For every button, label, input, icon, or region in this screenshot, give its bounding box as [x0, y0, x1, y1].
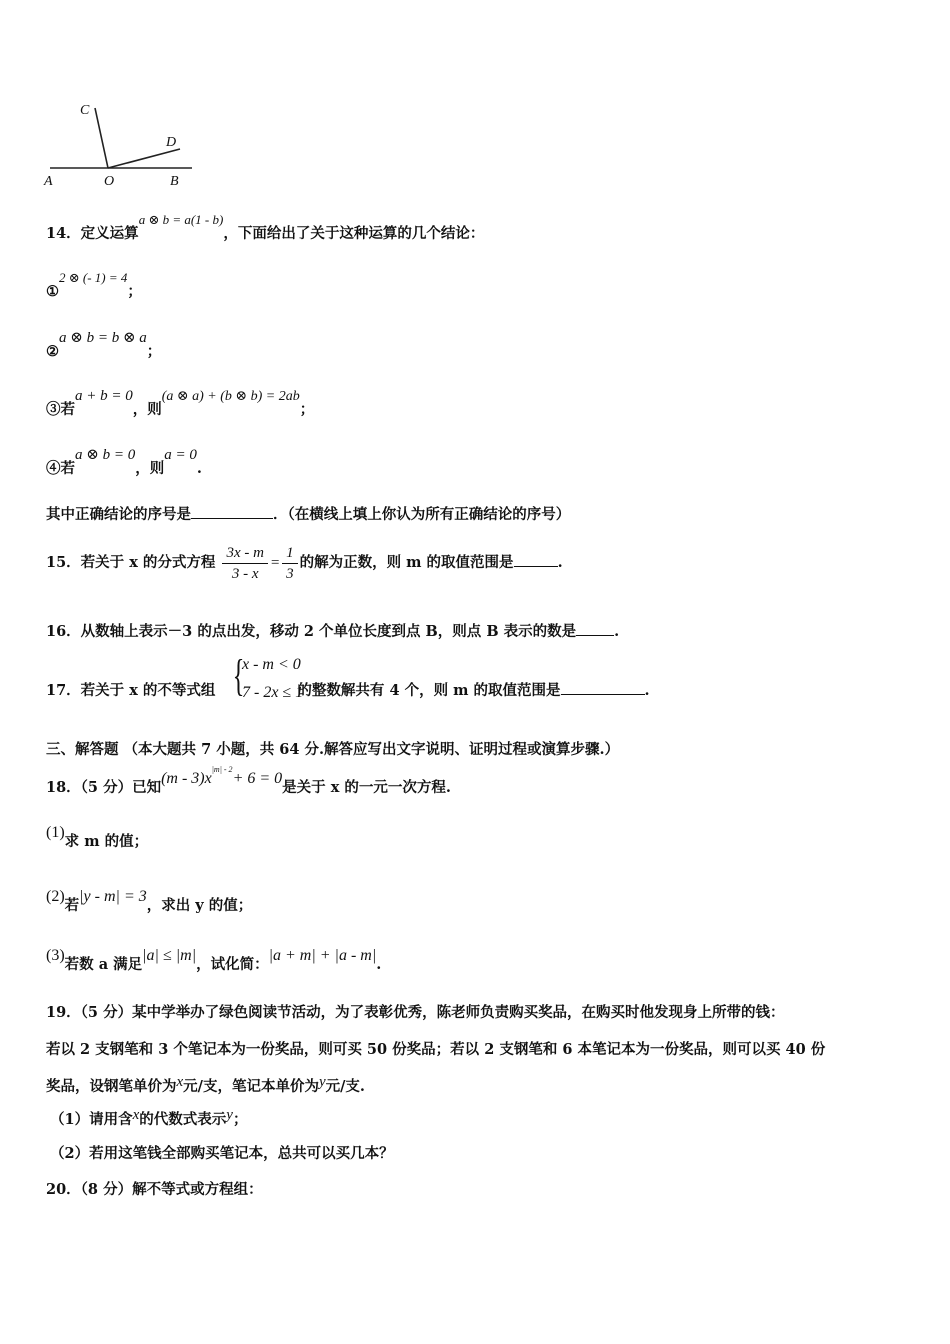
ray-od: [108, 149, 180, 168]
answer-blank[interactable]: [514, 552, 558, 567]
q18-part-3: (3)若数 a 满足|a| ≤ |m|，试化简：|a + m| + |a - m|.: [46, 947, 382, 973]
answer-blank[interactable]: [561, 680, 645, 695]
q17-stem: 17．若关于 x 的不等式组 的整数解共有 4 个，则 m 的取值范围是 .: [46, 682, 650, 699]
q16-stem: 16．从数轴上表示－3 的点出发，移动 2 个单位长度到点 B，则点 B 表示的数是 .: [46, 623, 620, 640]
label-b: B: [170, 174, 179, 189]
label-c: C: [80, 103, 90, 118]
q18-part-1: (1)求 m 的值；: [46, 824, 149, 850]
label-a: A: [44, 174, 53, 189]
q15-lhs-fraction: $\frac{3x - m}{3 - x}$: [222, 543, 268, 584]
q18-part-2: (2)若|y - m| = 3，求出 y 的值；: [46, 888, 253, 914]
q14-item-3: ③若a + b = 0，则(a ⊗ a) + (b ⊗ b) = 2ab；: [46, 388, 315, 418]
q20-stem: 20．（8 分）解不等式或方程组：: [46, 1181, 263, 1198]
q19-part-2: （2）若用这笔钱全部购买笔记本，总共可以买几本？: [50, 1145, 394, 1162]
brace: {: [232, 651, 245, 700]
q14-def: a ⊗ b = a(1 - b): [138, 212, 224, 227]
q14-item-1: ①2 ⊗ (- 1) = 4；: [46, 270, 142, 300]
answer-blank[interactable]: [576, 621, 614, 636]
q19-part-1: （1）请用含x的代数式表示y；: [50, 1107, 248, 1128]
q15-stem: 15．若关于 x 的分式方程 $\frac{3x - m}{3 - x}$ = $\frac{1}{3}$ 的解为正数，则 m 的取值范围是 .: [46, 544, 563, 582]
label-d: D: [166, 135, 177, 150]
q18-stem: 18．（5 分）已知$(m - 3)x^{|m| - 2}+ 6 = 0$是关于 x 的一元一次方程.: [46, 765, 451, 796]
q14-stem: 14．定义运算a ⊗ b = a(1 - b)，下面给出了关于这种运算的几个结论：: [46, 212, 485, 242]
q19-line-3: 奖品，设钢笔单价为x元/支，笔记本单价为y元/支.: [46, 1074, 365, 1095]
q19-line-1: 19．（5 分）某中学举办了绿色阅读节活动，为了表彰优秀，陈老师负责购买奖品，在购买时他发现身上所带的钱：: [46, 1004, 785, 1021]
section-3-heading: 三、解答题 （本大题共 7 小题，共 64 分.解答应写出文字说明、证明过程或演算步骤.）: [46, 741, 620, 758]
q14-item-4: ④若a ⊗ b = 0，则a = 0.: [46, 447, 202, 477]
q19-line-2: 若以 2 支钢笔和 3 个笔记本为一份奖品，则可买 50 份奖品；若以 2 支钢笔和 6 本笔记本为一份奖品，则可以买 40 份: [46, 1041, 826, 1058]
angle-figure: [40, 92, 260, 192]
ray-oc: [95, 108, 108, 168]
q14-ask: 其中正确结论的序号是 ．（在横线上填上你认为所有正确结论的序号）: [46, 506, 571, 523]
q15-rhs-fraction: $\frac{1}{3}$: [282, 543, 298, 584]
label-o: O: [104, 174, 115, 189]
q14-item-2: ②a ⊗ b = b ⊗ a；: [46, 330, 162, 360]
answer-blank[interactable]: [191, 504, 273, 519]
